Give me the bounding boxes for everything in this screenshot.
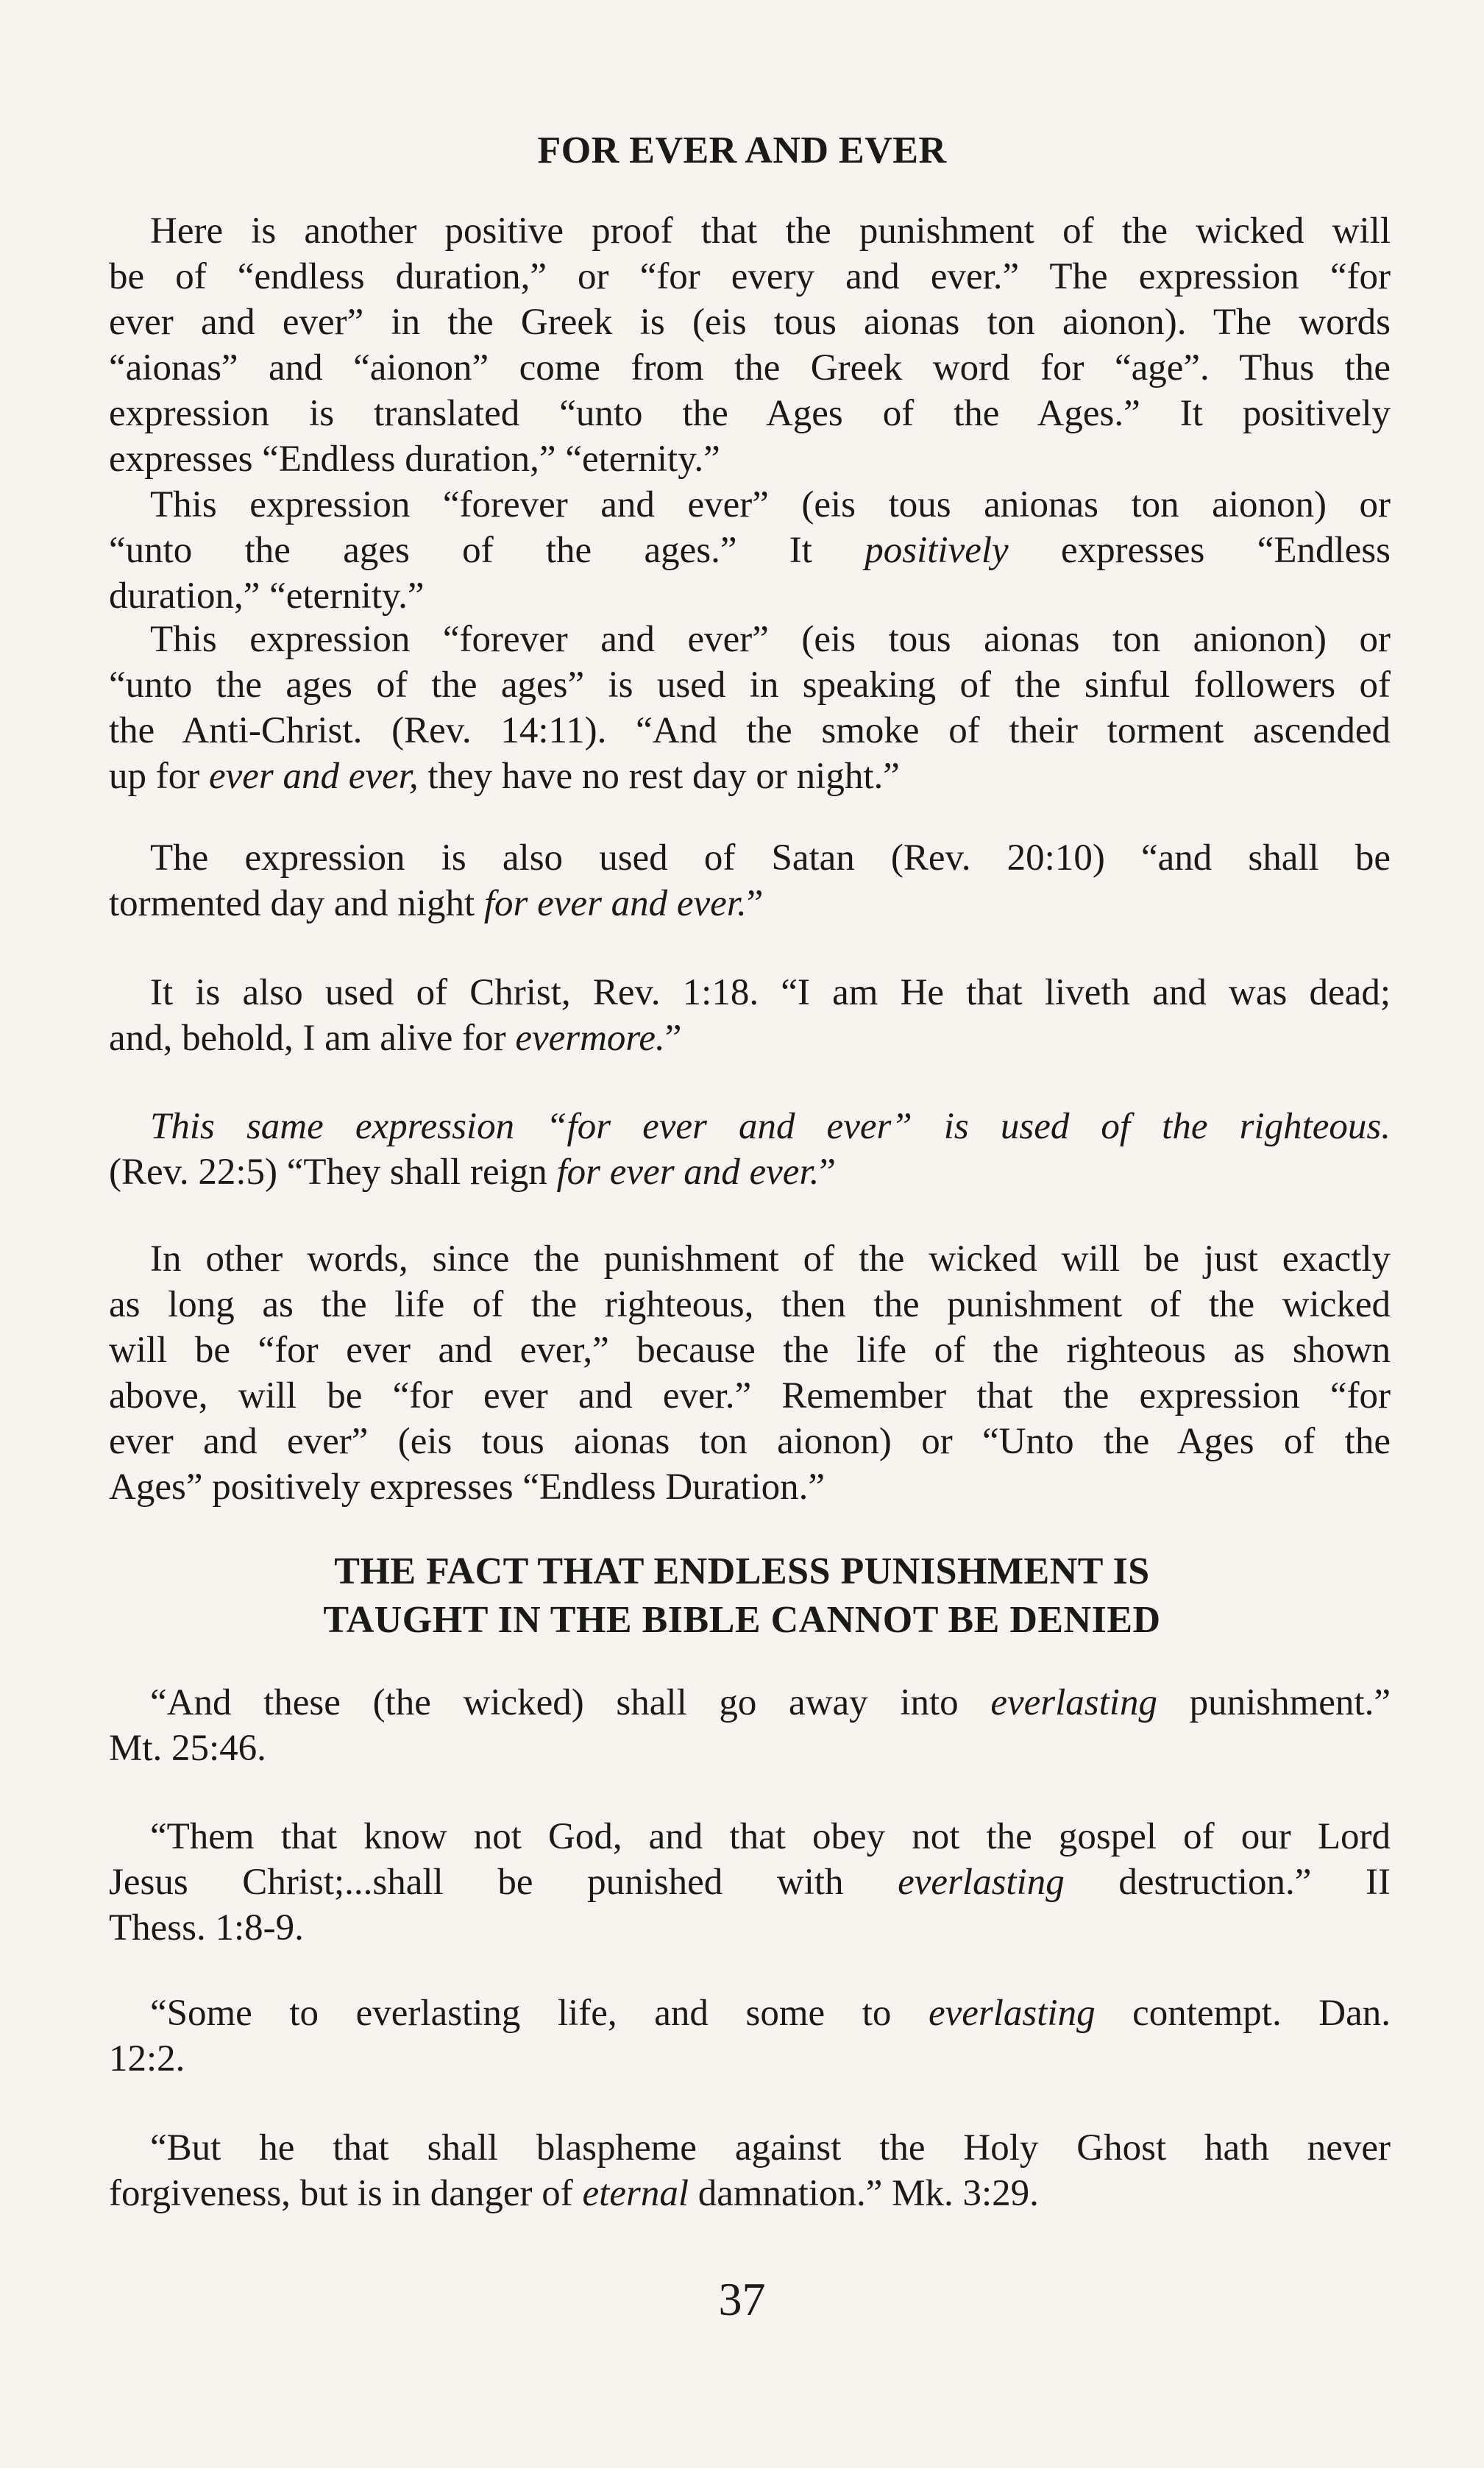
text-line	[109, 881, 1391, 926]
text-line	[109, 1149, 1391, 1195]
text-segment: they have no rest day or night.”	[418, 756, 900, 797]
text-line: ever and ever” in the Greek is (eis tous aionas ton aionon). The words	[109, 302, 1391, 343]
text-line: ever and ever” (eis tous aionas ton aionon) or “Unto the Ages of the	[109, 1421, 1391, 1462]
italic-text: ever and ever,	[208, 756, 419, 797]
text-line: Here is another positive proof that the punishment of the wicked will	[150, 210, 1391, 252]
text-line	[109, 1680, 1391, 1726]
text-line: Mt. 25:46.	[109, 1728, 266, 1769]
paragraph-expression-positively	[109, 482, 1391, 619]
paragraph-matthew	[109, 1680, 1391, 1771]
text-segment: “unto the ages of the ages.” It	[109, 530, 865, 571]
italic-text: everlasting	[990, 1682, 1157, 1723]
text-line	[109, 1859, 1391, 1905]
text-line: The expression is also used of Satan (Rev. 20:10) “and shall be	[150, 837, 1391, 879]
paragraph-positive-proof	[109, 208, 1391, 482]
italic-text: eternal	[582, 2173, 689, 2214]
italic-text: for ever and ever.	[556, 1152, 820, 1193]
text-segment: ”	[664, 1018, 682, 1059]
paragraph-righteous	[109, 1104, 1391, 1195]
text-line: as long as the life of the righteous, then the punishment of the wicked	[109, 1284, 1391, 1325]
paragraph-in-other-words	[109, 1236, 1391, 1510]
text-line: expression is translated “unto the Ages of the Ages.” It positively	[109, 393, 1391, 434]
text-line: duration,” “eternity.”	[109, 575, 425, 617]
text-segment: destruction.” II	[1064, 1862, 1391, 1903]
text-segment: and, behold, I am alive for	[109, 1018, 516, 1059]
paragraph-mark	[109, 2125, 1391, 2216]
text-line: This expression “forever and ever” (eis tous anionas ton aionon) or	[150, 484, 1391, 525]
text-segment: “Some to everlasting life, and some to	[150, 1993, 929, 2034]
text-line	[109, 1104, 1391, 1149]
italic-text: for ever and ever.	[483, 883, 747, 924]
italic-text: evermore.	[515, 1018, 665, 1059]
text-segment: up for	[109, 756, 209, 797]
paragraph-christ	[109, 970, 1391, 1061]
text-line: above, will be “for ever and ever.” Remember that the expression “for	[109, 1375, 1391, 1416]
section-heading-for-ever-and-ever: FOR EVER AND EVER	[537, 130, 947, 171]
heading-line: THE FACT THAT ENDLESS PUNISHMENT IS	[334, 1550, 1150, 1592]
text-line: This expression “forever and ever” (eis tous aionas ton anionon) or	[150, 619, 1391, 660]
text-segment: ”	[746, 883, 764, 924]
text-segment: (Rev. 22:5) “They shall reign	[109, 1152, 557, 1193]
text-line	[109, 753, 1391, 799]
text-line: “Them that know not God, and that obey not the gospel of our Lord	[150, 1816, 1391, 1857]
paragraph-satan	[109, 835, 1391, 926]
text-line: be of “endless duration,” or “for every and ever.” The expression “for	[109, 256, 1391, 297]
heading-line: TAUGHT IN THE BIBLE CANNOT BE DENIED	[323, 1599, 1161, 1641]
paragraph-anti-christ	[109, 617, 1391, 799]
text-line	[109, 1015, 1391, 1061]
section-heading-endless-punishment	[0, 1547, 1484, 1645]
text-line: It is also used of Christ, Rev. 1:18. “I am He that liveth and was dead;	[150, 972, 1391, 1013]
text-segment: expresses “Endless	[1008, 530, 1391, 571]
text-segment: punishment.”	[1157, 1682, 1391, 1723]
text-segment: Jesus Christ;...shall be punished with	[109, 1862, 898, 1903]
text-line: expresses “Endless duration,” “eternity.”	[109, 439, 720, 480]
page-number: 37	[718, 2273, 766, 2325]
text-line: In other words, since the punishment of the wicked will be just exactly	[150, 1238, 1391, 1280]
italic-text: everlasting	[898, 1862, 1065, 1903]
paragraph-daniel	[109, 1990, 1391, 2082]
text-line	[109, 2171, 1391, 2216]
text-line: the Anti-Christ. (Rev. 14:11). “And the smoke of their torment ascended	[109, 710, 1391, 751]
text-line: 12:2.	[109, 2038, 185, 2079]
italic-text: everlasting	[928, 1993, 1096, 2034]
paragraph-thessalonians	[109, 1814, 1391, 1951]
text-line	[109, 1990, 1391, 2036]
italic-text: This same expression “for ever and ever” is used of the righteous.	[150, 1106, 1391, 1147]
text-segment: tormented day and night	[109, 883, 484, 924]
text-segment: ”	[819, 1152, 837, 1193]
text-segment: “And these (the wicked) shall go away into	[150, 1682, 991, 1723]
text-line	[109, 528, 1391, 573]
text-line: will be “for ever and ever,” because the life of the righteous as shown	[109, 1330, 1391, 1371]
text-segment: contempt. Dan.	[1095, 1993, 1391, 2034]
italic-text: positively	[865, 530, 1009, 571]
text-segment: damnation.” Mk. 3:29.	[689, 2173, 1039, 2214]
text-line: “unto the ages of the ages” is used in speaking of the sinful followers of	[109, 664, 1391, 706]
text-line: Ages” positively expresses “Endless Duration.”	[109, 1467, 826, 1508]
text-line: Thess. 1:8-9.	[109, 1907, 304, 1948]
text-segment: forgiveness, but is in danger of	[109, 2173, 583, 2214]
text-line: “aionas” and “aionon” come from the Greek word for “age”. Thus the	[109, 347, 1391, 389]
text-line: “But he that shall blaspheme against the Holy Ghost hath never	[150, 2127, 1391, 2169]
